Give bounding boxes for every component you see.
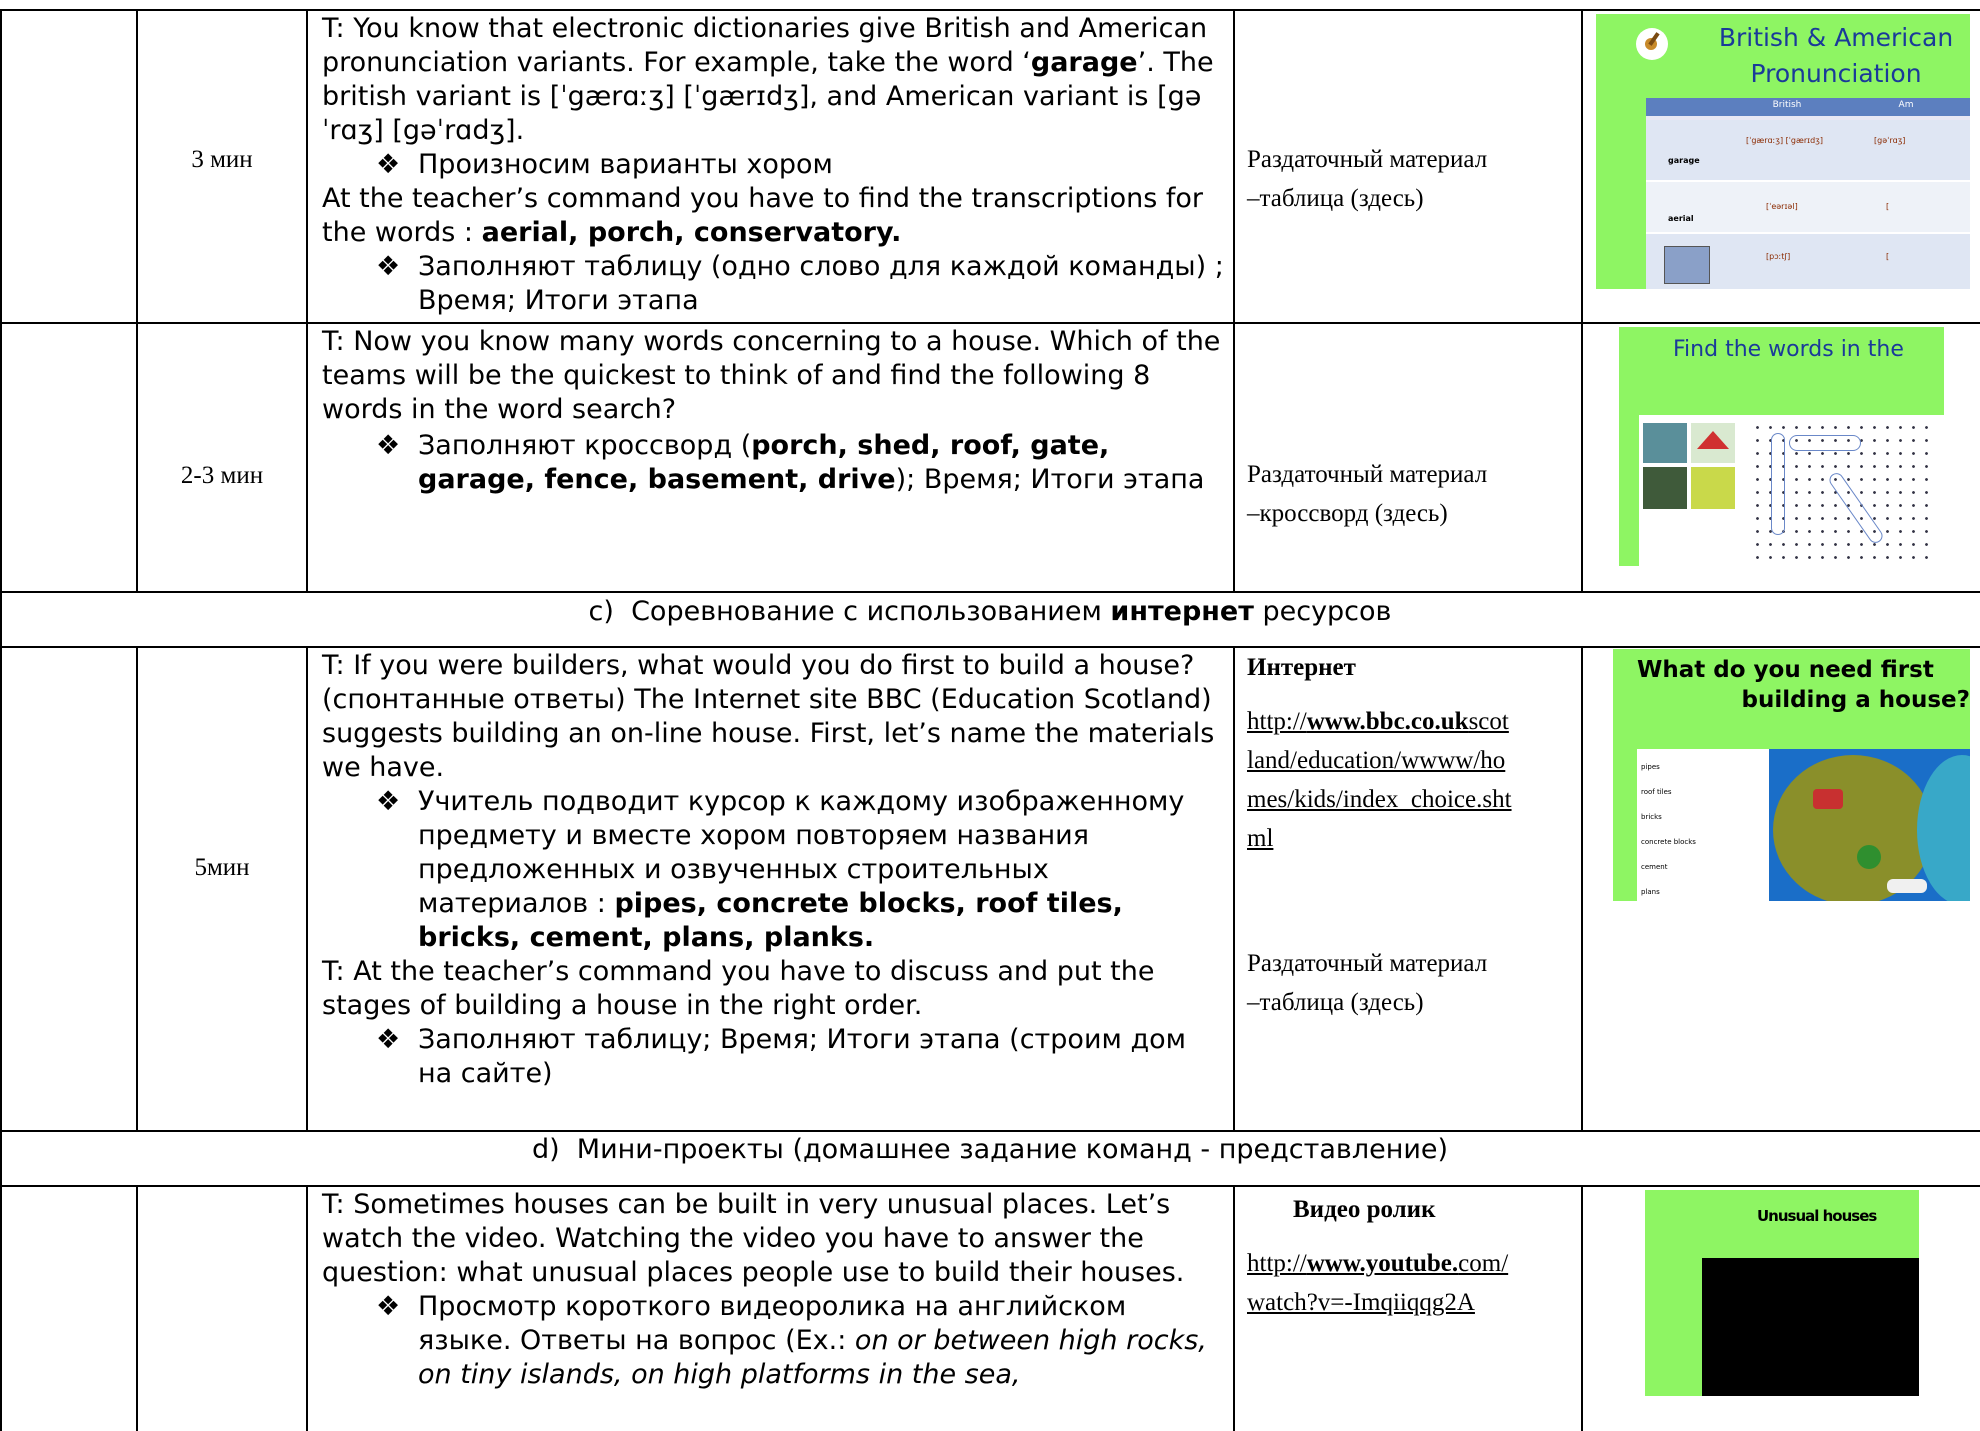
house-game-screen xyxy=(1637,749,1970,901)
slide-title: What do you need first xyxy=(1637,657,1934,683)
resource-cell: Раздаточный материал –кроссворд (здесь) xyxy=(1247,461,1488,527)
activity-cell xyxy=(322,649,1227,1091)
slide-title: Unusual houses xyxy=(1757,1207,1877,1225)
paragraph: T: At the teacher’s command you have to discuss and put the stages of building a house in the right order. xyxy=(322,956,1155,1021)
resource-cell: Видео ролик http://www.youtube.com/ watch?v=-Imqiiqqg2A xyxy=(1247,1190,1567,1322)
bullet-diamond-icon: ❖ xyxy=(376,251,401,282)
slide-title: Find the words in the xyxy=(1673,337,1904,362)
house-building-slide-image[interactable] xyxy=(1613,649,1970,901)
bullet-item: ❖ Произносим варианты хором xyxy=(376,149,833,180)
guitar-icon xyxy=(1636,28,1668,60)
paragraph: At the teacher’s command you have to find the transcriptions for the words : aerial, porch, conservatory. xyxy=(322,183,1203,248)
pronunciation-slide-image[interactable] xyxy=(1596,14,1970,289)
pronunciation-table: British Am garage [ˈgærɑːʒ] [ˈgærɪdʒ] [gəˈrɑʒ] aerial [ˈeərɪəl] [ [pɔːtʃ] [ xyxy=(1646,98,1970,289)
bullet-diamond-icon: ❖ xyxy=(376,149,401,180)
slide-subtitle: building a house? xyxy=(1741,687,1970,713)
porch-picture-icon xyxy=(1643,423,1687,463)
paragraph: T: Now you know many words concerning to a house. Which of the teams will be the quickest to think of and find the following 8 words in the word search? xyxy=(322,326,1221,425)
time-cell: 2-3 мин xyxy=(180,462,264,489)
video-player[interactable] xyxy=(1702,1258,1919,1396)
activity-cell xyxy=(322,12,1227,318)
video-slide-image[interactable] xyxy=(1645,1190,1919,1396)
resource-cell: Раздаточный материал –таблица (здесь) xyxy=(1247,146,1488,212)
bullet-item: ❖ Учитель подводит курсор к каждому изображенному предмету и вместе хором повторяем названия предложенных и озвученных строительных материалов : pipes, concrete blocks, roof tiles, bricks, cement, plans, planks. xyxy=(376,786,1185,953)
time-cell: 3 мин xyxy=(191,146,253,173)
roof-picture-icon xyxy=(1691,423,1735,463)
resource-cell: Интернет http://www.bbc.co.ukscot land/education/wwww/ho mes/kids/index_choice.sht ml Раздаточный материал –таблица (здесь) xyxy=(1247,648,1567,1022)
bullet-diamond-icon: ❖ xyxy=(376,1024,401,1055)
paragraph: T: If you were builders, what would you do first to build a house? (спонтанные ответы) The Internet site BBC (Education Scotland) suggests building an on-line house. First, let’s name the materials we have. xyxy=(322,650,1215,783)
bullet-diamond-icon: ❖ xyxy=(376,1291,401,1322)
section-heading: d) Мини-проекты (домашнее задание команд - представление) xyxy=(531,1134,1449,1165)
paragraph: T: You know that electronic dictionaries give British and American pronunciation variants. For example, take the word ‘garage’. The british variant is [ˈgærɑːʒ] [ˈgærɪdʒ], and American variant is [gəˈrɑʒ] [gəˈrɑdʒ]. xyxy=(322,13,1214,146)
materials-list: pipes roof tiles bricks concrete blocks cement plans xyxy=(1641,763,1696,896)
bullet-item: ❖ Заполняют таблицу (одно слово для каждой команды) ; Время; Итоги этапа xyxy=(376,251,1224,316)
word-search-slide-image[interactable] xyxy=(1619,327,1944,566)
section-heading: c) Соревнование с использованием интернет ресурсов xyxy=(588,596,1392,627)
bullet-diamond-icon: ❖ xyxy=(376,430,401,461)
bullet-item: ❖ Просмотр короткого видеоролика на английском языке. Ответы на вопрос (Ex.: on or between high rocks, on tiny islands, on high platforms in the sea, xyxy=(376,1291,1207,1390)
paragraph: T: Sometimes houses can be built in very unusual places. Let’s watch the video. Watching the video you have to answer the question: what unusual places people use to build their houses. xyxy=(322,1189,1185,1288)
shed-picture-icon xyxy=(1643,467,1687,509)
word-search-grid xyxy=(1639,415,1944,566)
activity-cell xyxy=(322,1188,1227,1392)
bbc-link[interactable]: http://www.bbc.co.ukscot land/education/wwww/ho mes/kids/index_choice.sht ml xyxy=(1247,708,1512,852)
time-cell: 5мин xyxy=(194,854,250,881)
fence-picture-icon xyxy=(1691,467,1735,509)
bullet-diamond-icon: ❖ xyxy=(376,786,401,817)
youtube-link[interactable]: http://www.youtube.com/ watch?v=-Imqiiqqg2A xyxy=(1247,1250,1509,1316)
house-icon xyxy=(1664,246,1710,284)
slide-title: British & American Pronunciation xyxy=(1718,23,1954,88)
bullet-item: ❖ Заполняют кроссворд (porch, shed, roof, gate, garage, fence, basement, drive); Время; Итоги этапа xyxy=(376,430,1205,495)
activity-cell xyxy=(322,325,1227,497)
bullet-item: ❖ Заполняют таблицу; Время; Итоги этапа (строим дом на сайте) xyxy=(376,1024,1186,1089)
